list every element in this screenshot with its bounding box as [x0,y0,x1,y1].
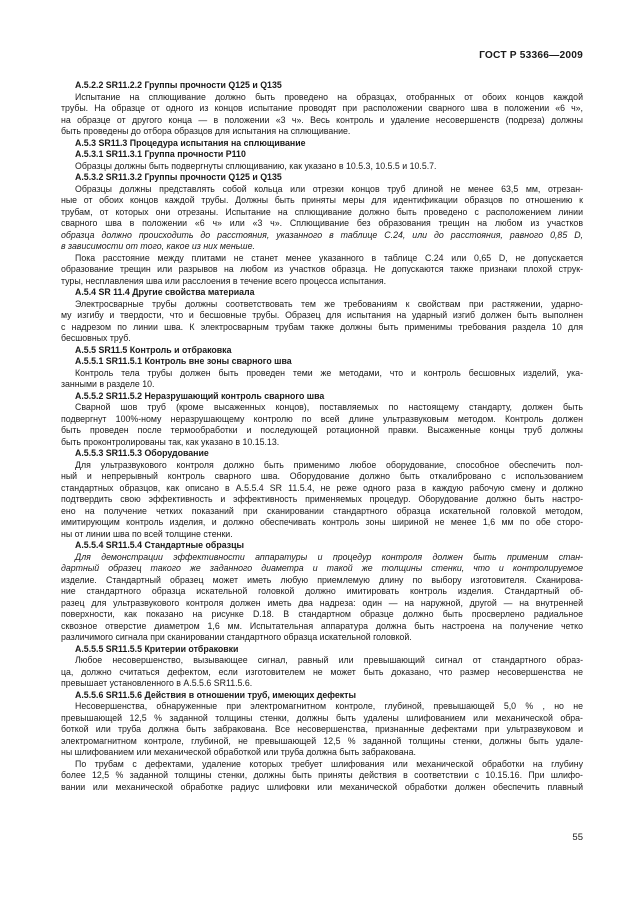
text-line: превышающей 12,5 % заданной толщины стенки, должны быть удалены шлифованием или механической обра- [61,712,583,723]
text-line: подтвердить свою эффективность и эффективность применяемых процедур. Оборудование должно быть настро- [61,494,583,504]
text-line: Образцы должны быть подвергнуты сплющиванию, как указано в 10.5.3, 10.5.5 и 10.5.7. [75,160,437,171]
text-line: занными в разделе 10. [61,379,155,389]
text-line: Контроль тела трубы должен быть проведен теми же методами, что и контроль бесшовных изделий, ука- [75,367,583,378]
text-line: электромагнитном контроле, глубиной, не превышающей 12,5 % заданной толщины стенки, должны быть удале- [61,735,583,746]
text-line: быть проведен после термообработки и последующей ротационной правки. Высаженные концы труб должны [61,425,583,435]
text-line: Образцы должны представлять собой кольца или отрезки концов труб длиной не менее 63,5 мм, отрезан- [75,183,583,194]
text-line: A.5.5.5 SR11.5.5 Критерии отбраковки [75,643,239,654]
text-line: с надрезом по линии шва. К электросварным трубам также должны быть применимы требования раздела 10 для [61,321,583,332]
text-line: Несовершенства, обнаруженные при электромагнитном контроле, глубиной, превышающей 5,0 % , но не [75,701,583,711]
text-line: A.5.5.3 SR11.5.3 Оборудование [75,448,209,458]
text-line: разец для ультразвукового контроля должен иметь два надреза: один — на наружной, другой — на внутренней [61,597,583,608]
text-line: более 12,5 % заданной толщины стенки, должны быть приняты действия в соответствии с 10.15.16. При шлифо- [61,770,583,780]
text-line: Для ультразвукового контроля должно быть применимо любое оборудование, способное обеспечить пол- [75,459,583,470]
text-line: Пока расстояние между плитами не станет менее указанного в таблице С.24 или 0,65 D, не допускается [75,252,583,263]
text-line: стандартных образцов, как описано в А.5.5.4 SR 11.5.4, не реже одного раза в каждую рабочую смену и должно [61,482,583,493]
text-line: на образце от другого конца — в положении «3 ч». Весь контроль и удаление несовершенств (подреза) должны [61,114,583,125]
text-line: Для демонстрации эффективности аппаратуры и процедур контроля должен быть применим стан- [75,551,583,562]
text-line: A.5.5.6 SR11.5.6 Действия в отношении труб, имеющих дефекты [75,689,356,700]
text-line: быть проконтролированы так, как указано в 10.15.13. [61,436,280,447]
text-line: сварного шва в положении «6 ч» или «3 ч». Сплющивание без образования трещин на любом из участков [61,218,583,228]
text-line: Любое несовершенство, вызывающее сигнал, равный или превышающий сигнал от стандартного образ- [75,655,583,665]
text-line: A.5.4 SR 11.4 Другие свойства материала [75,287,255,297]
text-line: ны от линии шва по всей толщине стенки. [61,528,233,539]
text-line: ны шлифованием или механической обработкой или труба должна быть забракована. [61,747,416,757]
text-line: ный и непрерывный контроль сварного шва. Оборудование должно быть откалибровано с использованием [61,471,583,481]
text-line: A.5.5.1 SR11.5.1 Контроль вне зоны сварного шва [75,356,292,366]
text-line: сквозное отверстие диаметром 1,6 мм. Испытательная аппаратура должна быть настроена на получение четко [61,620,583,631]
text-line: в зависимости от того, какое из них меньше. [61,241,255,251]
text-line: A.5.5 SR11.5 Контроль и отбраковка [75,344,232,355]
text-line: му изгибу и твердости, что и бесшовные трубы. Образец для испытания на ударный изгиб должен быть выполнен [61,310,583,320]
document-body [61,80,583,793]
text-line: боткой или труба должна быть забракована. Все несовершенства, признанные дефектами при ультразвуковом и [61,724,583,734]
text-line: По трубам с дефектами, удаление которых требует шлифования или механической обработки на глубину [75,758,583,769]
text-line: ца, должно считаться дефектом, если изготовителем не может быть доказано, что размер несовершенства не [61,666,583,677]
text-line: A.5.5.2 SR11.5.2 Неразрушающий контроль сварного шва [75,390,325,401]
text-line: образца должно происходить до расстояния, указанного в таблице С.24, или до расстояния, равного 0,85 D, [61,229,583,240]
text-line: имитирующим контроль изделия, и должно обеспечивать контроль зоны шириной не менее 1,6 мм по обе сторо- [61,517,583,527]
text-line: A.5.5.4 SR11.5.4 Стандартные образцы [75,540,244,550]
text-line: образование трещин или разрывов на любом из участков образца. Не допускаются также признаки плохой струк- [61,264,583,274]
text-line: бесшовных труб. [61,333,131,343]
text-line: A.5.3.2 SR11.3.2 Группы прочности Q125 и Q135 [75,172,282,182]
document-header: ГОСТ Р 53366—2009 [479,50,583,61]
text-line: превышает установленного в А.5.5.6 SR11.5.6. [61,678,253,688]
text-line: ные от обоих концов каждой трубы. Должны быть приняты меры для идентификации образцов по отношению к [61,195,583,205]
text-line: Сварной шов труб (кроме высаженных концов), поставляемых по настоящему стандарту, должен быть [75,402,583,412]
text-line: ено на получение четких показаний при сканировании стандартного образца искательной головкой методом, [61,505,583,516]
text-line: Испытание на сплющивание должно быть проведено на образцах, отобранных от обоих концов каждой [75,91,583,102]
text-line: поверхности, как показано на рисунке D.18. В стандартном образце должно быть просверлено радиальное [61,609,583,619]
text-line: A.5.2.2 SR11.2.2 Группы прочности Q125 и Q135 [75,80,282,90]
text-line: вании или механической обработке радиус шлифовки или механической обработки должен обеспечить плавный [61,781,583,792]
text-line: трубы. На образце от одного из концов испытание проводят при расположении сварного шва в положении «6 ч», [61,103,583,113]
text-line: A.5.3 SR11.3 Процедура испытания на сплющивание [75,137,306,148]
text-line: дартный образец такого же заданного диаметра и такой же толщины стенки, что и контролируемое [61,563,583,573]
text-line: быть проведены до отбора образцов для испытания на сплющивание. [61,126,351,136]
text-line: подвергнут 100%-ному неразрушающему контролю по всей длине ультразвуковым методом. Контроль должен [61,413,583,424]
text-line: Электросварные трубы должны соответствовать тем же требованиям к свойствам при растяжении, ударно- [75,298,583,309]
text-line: трубам, от которых они отрезаны. Испытание на сплющивание должно быть проведено с расположением линии [61,206,583,217]
text-line: ние стандартного образца искательной головкой должно имитировать контроль изделия. Стандартный об- [61,586,583,596]
text-line: изделие. Стандартный образец может иметь любую приемлемую длину по выбору изготовителя. Сканирова- [61,574,583,585]
text-line: туры, несплавления шва или расслоения в течение всего процесса испытания. [61,275,387,286]
text-line: A.5.3.1 SR11.3.1 Группа прочности P110 [75,149,246,159]
text-line: различимого сигнала при сканировании стандартного образца искательной головкой. [61,632,412,642]
page-number: 55 [572,832,583,843]
